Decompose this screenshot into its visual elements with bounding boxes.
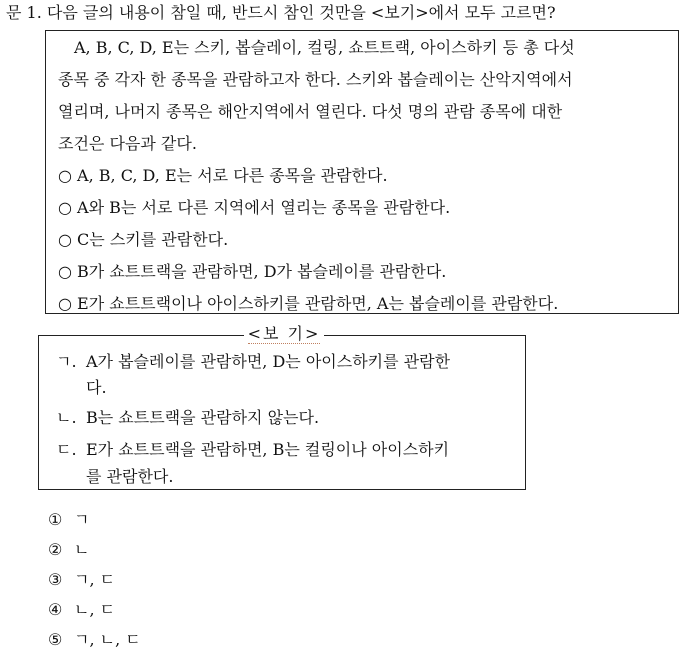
choice-3-text: ㄱ, ㄷ	[74, 570, 116, 589]
choice-1[interactable]	[48, 510, 89, 530]
bogi-item-a-line2: 다.	[86, 378, 107, 397]
choice-1-num: ①	[48, 510, 63, 529]
question-title: 문 1. 다음 글의 내용이 참일 때, 반드시 참인 것만을 <보기>에서 모두 고르면?	[6, 3, 556, 22]
premise-line-4: 조건은 다음과 같다.	[58, 134, 197, 153]
choice-3-num: ③	[48, 570, 63, 589]
condition-2: ○ A와 B는 서로 다른 지역에서 열리는 종목을 관람한다.	[58, 198, 451, 217]
choice-4-num: ④	[48, 600, 63, 619]
bogi-item-c-marker: ㄷ.	[56, 440, 77, 459]
choice-5-num: ⑤	[48, 630, 63, 649]
choice-5-text: ㄱ, ㄴ, ㄷ	[74, 630, 141, 649]
choice-2-text: ㄴ	[74, 540, 90, 559]
choice-4[interactable]	[48, 600, 115, 620]
choice-2-num: ②	[48, 540, 63, 559]
condition-3: ○ C는 스키를 관람한다.	[58, 230, 229, 249]
choice-5[interactable]	[48, 630, 141, 650]
choice-2[interactable]	[48, 540, 89, 560]
choice-4-text: ㄴ, ㄷ	[74, 600, 116, 619]
condition-4: ○ B가 쇼트트랙을 관람하면, D가 봅슬레이를 관람한다.	[58, 262, 447, 281]
condition-1: ○ A, B, C, D, E는 서로 다른 종목을 관람한다.	[58, 166, 388, 185]
bogi-title	[244, 324, 324, 344]
bogi-item-c-line1: E가 쇼트트랙을 관람하면, B는 컬링이나 아이스하키	[86, 440, 450, 459]
choice-1-text: ㄱ	[74, 510, 90, 529]
bogi-item-c-line2: 를 관람한다.	[86, 467, 174, 486]
bogi-item-b-line1: B는 쇼트트랙을 관람하지 않는다.	[86, 408, 320, 427]
premise-line-3: 열리며, 나머지 종목은 해안지역에서 열린다. 다섯 명의 관람 종목에 대한	[58, 102, 563, 121]
choice-3[interactable]	[48, 570, 115, 590]
bogi-item-a-marker: ㄱ.	[56, 352, 77, 371]
premise-line-1: A, B, C, D, E는 스키, 봅슬레이, 컬링, 쇼트트랙, 아이스하키 등 총 다섯	[74, 38, 575, 57]
bogi-title-text: <보 기>	[247, 324, 321, 343]
bogi-item-b-marker: ㄴ.	[56, 408, 77, 427]
premise-line-2: 종목 중 각자 한 종목을 관람하고자 한다. 스키와 봅슬레이는 산악지역에서	[58, 70, 573, 89]
condition-5: ○ E가 쇼트트랙이나 아이스하키를 관람하면, A는 봅슬레이를 관람한다.	[58, 294, 559, 313]
bogi-item-a-line1: A가 봅슬레이를 관람하면, D는 아이스하키를 관람한	[86, 352, 451, 371]
